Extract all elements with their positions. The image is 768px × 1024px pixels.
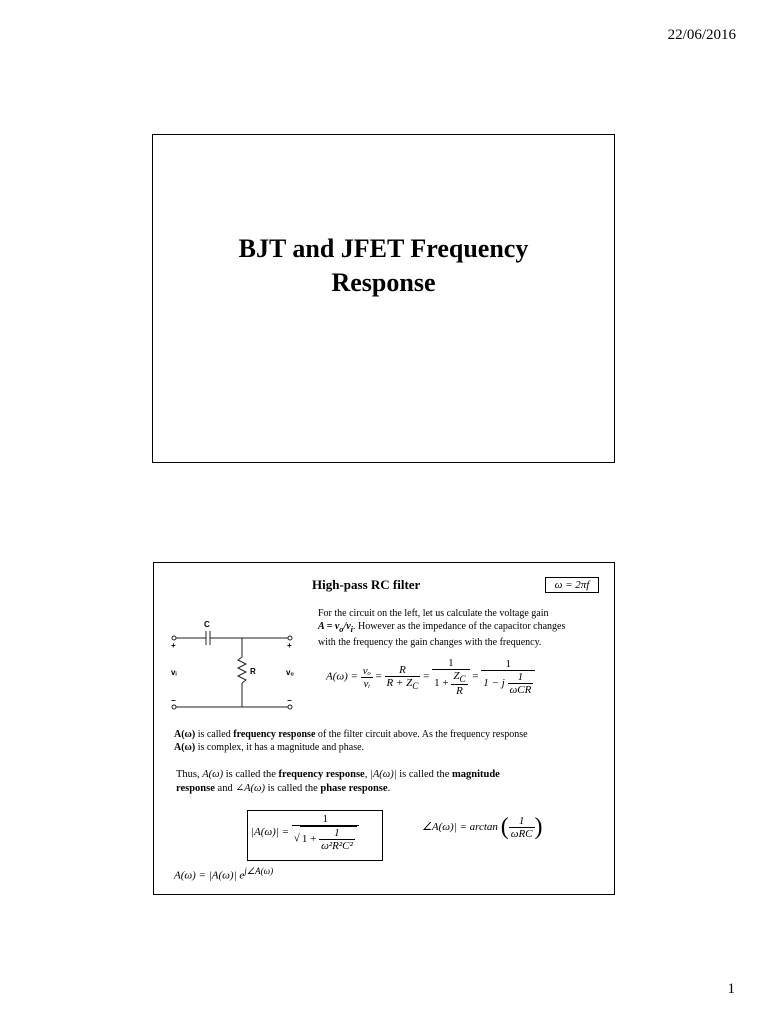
thus-term-1: frequency response	[278, 769, 365, 780]
equals-sign: =	[375, 670, 382, 683]
high-pass-filter-slide	[153, 562, 615, 895]
gain-slash: /v	[343, 621, 351, 632]
page-number: 1	[727, 981, 735, 997]
thus-math-3: ∠A(ω)	[235, 783, 265, 794]
fr-symbol: A(ω)	[174, 729, 196, 740]
vi-label: vᵢ	[171, 668, 177, 677]
slide-title	[153, 232, 614, 300]
inner-fraction	[508, 671, 534, 696]
inner-den: R	[456, 685, 463, 698]
thus-math-1: A(ω)	[202, 769, 224, 780]
frac-num: vₒ	[362, 664, 371, 677]
vo-minus: −	[287, 696, 292, 705]
thus-d: is called the	[396, 769, 452, 780]
frac-den	[481, 671, 535, 696]
slide-title-line-2: Response	[331, 268, 436, 297]
vi-subscript: i	[350, 625, 353, 634]
thus-term-2: magnitude	[451, 769, 500, 780]
fr-line-1	[174, 728, 604, 741]
fraction-zc-form	[432, 657, 469, 697]
frac-num: 1	[481, 658, 535, 671]
inner-num: 1	[508, 671, 534, 684]
thus-a: Thus,	[176, 769, 203, 780]
vi-plus: +	[171, 641, 176, 650]
frac-den-text: R + Z	[386, 676, 413, 689]
gain-equation	[326, 657, 535, 697]
fr-symbol: A(ω)	[174, 742, 196, 753]
vi-minus: −	[171, 696, 176, 705]
magnitude-equation	[251, 813, 359, 852]
inner-num-text: Z	[453, 670, 460, 682]
frac-num: 1	[292, 813, 359, 826]
output-terminal-top	[288, 636, 292, 640]
frac-den: √ 1 + $\frac{1}{\text{ω²R²C²}}$	[292, 826, 359, 852]
phase-fraction	[509, 815, 535, 840]
frac-den-lead: 1 − j	[483, 677, 505, 690]
frac-den	[385, 677, 421, 691]
input-terminal-top	[172, 636, 176, 640]
output-terminal-bottom	[288, 705, 292, 709]
polar-lhs: A(ω) = |A(ω)| e	[174, 869, 245, 882]
intro-line-3: with the frequency the gain changes with the frequency.	[318, 637, 542, 648]
equals-sign: =	[472, 670, 479, 683]
thus-g: .	[387, 783, 391, 794]
date-header: 22/06/2016	[667, 27, 736, 43]
intro-line-2	[318, 620, 612, 636]
thus-term-2b: response	[176, 783, 215, 794]
polar-form-equation	[174, 866, 273, 882]
frequency-response-text	[174, 728, 604, 754]
polar-exponent: j∠A(ω)	[244, 866, 274, 876]
frac-den	[432, 670, 469, 697]
inner-num: 1	[319, 827, 355, 840]
magnitude-lhs: |A(ω)| =	[251, 826, 290, 839]
paren-open: (	[500, 814, 509, 840]
inner-num	[451, 670, 467, 685]
rc-circuit-diagram	[168, 613, 298, 713]
fr-text-rest: is complex, it has a magnitude and phase.	[195, 742, 365, 753]
intro-paragraph	[318, 607, 612, 649]
fraction-r-over-r-plus-zc	[385, 664, 421, 691]
frac-den-lead: 1 +	[434, 677, 449, 690]
thus-math-2: |A(ω)|	[369, 769, 397, 780]
fr-line-2	[174, 741, 604, 754]
vo-plus: +	[287, 641, 292, 650]
input-terminal-bottom	[172, 705, 176, 709]
fr-text-a: is called	[195, 729, 234, 740]
frac-num: 1	[509, 815, 535, 828]
thus-term-3: phase response	[320, 783, 388, 794]
inner-fraction	[319, 827, 355, 852]
gain-symbol: A = v	[318, 621, 340, 632]
inner-fraction	[451, 670, 467, 697]
resistor-zigzag	[238, 657, 246, 683]
fraction-omega-form	[481, 658, 535, 696]
frac-den-sub: C	[412, 680, 419, 691]
phase-lhs: ∠A(ω)| = arctan	[422, 821, 498, 834]
title-slide	[152, 134, 615, 463]
intro-line-1: For the circuit on the left, let us calculate the voltage gain	[318, 608, 549, 619]
thus-b: is called the	[223, 769, 279, 780]
thus-f: is called the	[264, 783, 321, 794]
equals-sign: =	[423, 670, 430, 683]
vo-subscript: o	[339, 625, 344, 634]
thus-c: ,	[364, 769, 370, 780]
vo-label: vₒ	[286, 668, 294, 677]
slide-title-line-1: BJT and JFET Frequency	[238, 234, 529, 263]
frac-den: ωRC	[510, 828, 533, 840]
paren-close: )	[534, 814, 543, 840]
intro-line-2-rest: . However as the impedance of the capacitor changes	[352, 621, 566, 632]
frac-num: R	[385, 664, 421, 677]
inner-den: ω²R²C²	[321, 840, 353, 852]
sqrt-content	[300, 826, 357, 852]
frac-den: vᵢ	[363, 677, 371, 690]
sqrt-lead: 1 +	[301, 833, 317, 846]
frac-num: 1	[432, 657, 469, 670]
magnitude-fraction	[292, 813, 359, 852]
slide-heading: High-pass RC filter	[312, 577, 421, 592]
phase-equation	[422, 814, 543, 841]
inner-den: ωCR	[509, 684, 532, 697]
fr-text-b: of the filter circuit above. As the frequency response	[315, 729, 528, 740]
capacitor-label: C	[204, 620, 210, 629]
fraction-vo-vi	[361, 665, 373, 690]
inner-num-sub: C	[459, 674, 466, 685]
gain-lhs: A(ω) =	[326, 670, 358, 683]
fr-term: frequency response	[233, 729, 316, 740]
omega-definition-box: ω = 2πf	[545, 577, 599, 593]
thus-paragraph	[176, 768, 596, 796]
thus-e: and	[214, 783, 236, 794]
resistor-label: R	[250, 667, 256, 676]
